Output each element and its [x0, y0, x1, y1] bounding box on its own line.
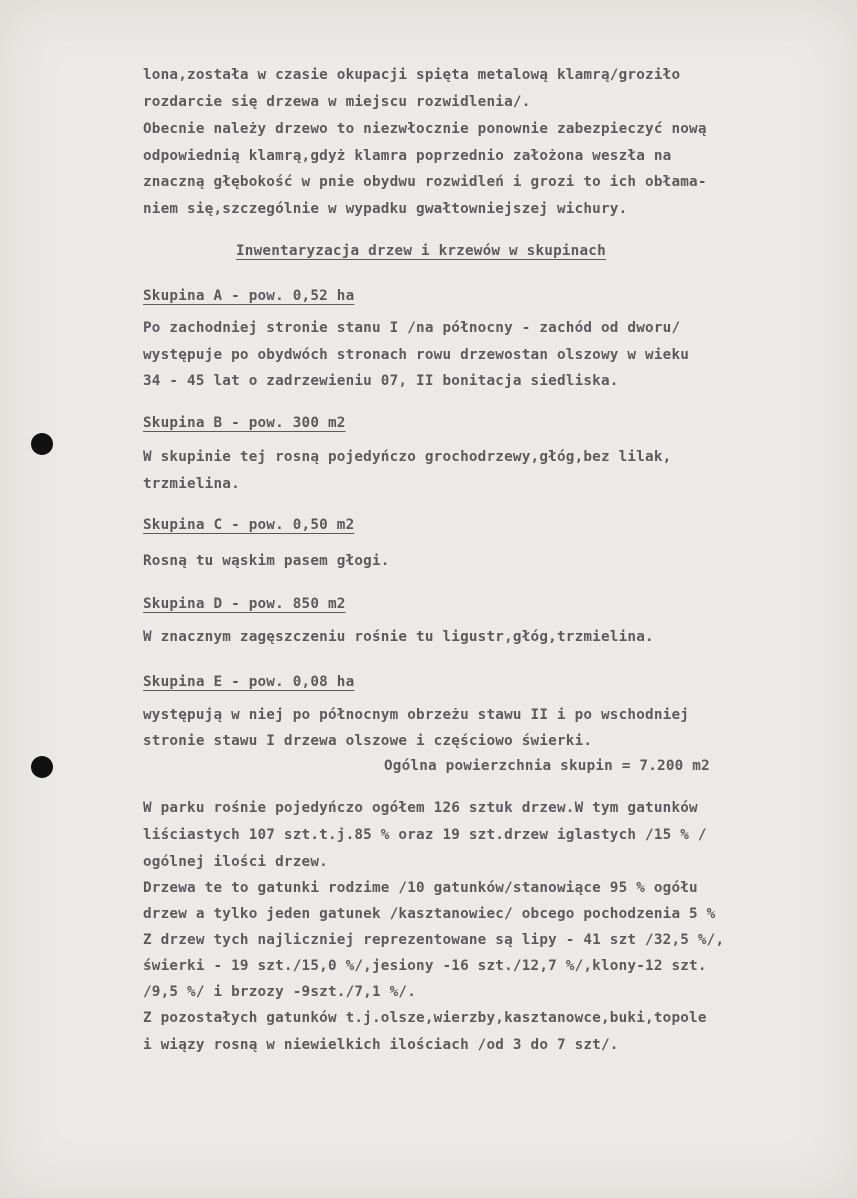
- group-c-title: Skupina C - pow. 0,50 m2: [143, 517, 355, 533]
- park-line: świerki - 19 szt./15,0 %/,jesiony -16 szt./12,7 %/,klony-12 szt.: [143, 958, 707, 974]
- park-line: /9,5 %/ i brzozy -9szt./7,1 %/.: [143, 984, 417, 1000]
- text-line: niem się,szczególnie w wypadku gwałtowniejszej wichury.: [143, 201, 628, 217]
- park-line: drzew a tylko jeden gatunek /kasztanowiec/ obcego pochodzenia 5 %: [143, 906, 716, 922]
- group-a-title: Skupina A - pow. 0,52 ha: [143, 288, 355, 304]
- punch-hole-bottom: [31, 756, 53, 778]
- park-line: liściastych 107 szt.t.j.85 % oraz 19 szt.drzew iglastych /15 % /: [143, 827, 707, 843]
- group-d-title: Skupina D - pow. 850 m2: [143, 596, 346, 612]
- section-title: Inwentaryzacja drzew i krzewów w skupinach: [236, 243, 606, 259]
- park-line: ogólnej ilości drzew.: [143, 854, 328, 870]
- text-line: Obecnie należy drzewo to niezwłocznie ponownie zabezpieczyć nową: [143, 121, 707, 137]
- group-e-line: stronie stawu I drzewa olszowe i częściowo świerki.: [143, 733, 593, 749]
- group-a-line: występuje po obydwóch stronach rowu drzewostan olszowy w wieku: [143, 347, 690, 363]
- text-line: znaczną głębokość w pnie obydwu rozwidleń i grozi to ich obłama-: [143, 174, 707, 190]
- group-a-line: Po zachodniej stronie stanu I /na północny - zachód od dworu/: [143, 320, 681, 336]
- total-area: Ogólna powierzchnia skupin = 7.200 m2: [384, 758, 710, 774]
- group-e-title: Skupina E - pow. 0,08 ha: [143, 674, 355, 690]
- group-b-line: W skupinie tej rosną pojedyńczo grochodrzewy,głóg,bez lilak,: [143, 449, 672, 465]
- group-d-line: W znacznym zagęszczeniu rośnie tu ligustr,głóg,trzmielina.: [143, 629, 654, 645]
- park-line: Z drzew tych najliczniej reprezentowane są lipy - 41 szt /32,5 %/,: [143, 932, 725, 948]
- punch-hole-top: [31, 433, 53, 455]
- group-a-line: 34 - 45 lat o zadrzewieniu 07, II bonitacja siedliska.: [143, 373, 619, 389]
- group-b-line: trzmielina.: [143, 476, 240, 492]
- park-line: i wiązy rosną w niewielkich ilościach /od 3 do 7 szt/.: [143, 1037, 619, 1053]
- text-line: rozdarcie się drzewa w miejscu rozwidlenia/.: [143, 94, 531, 110]
- text-line: odpowiednią klamrą,gdyż klamra poprzednio założona weszła na: [143, 148, 672, 164]
- park-line: W parku rośnie pojedyńczo ogółem 126 sztuk drzew.W tym gatunków: [143, 800, 698, 816]
- park-line: Z pozostałych gatunków t.j.olsze,wierzby,kasztanowce,buki,topole: [143, 1010, 707, 1026]
- group-e-line: występują w niej po północnym obrzeżu stawu II i po wschodniej: [143, 707, 690, 723]
- park-line: Drzewa te to gatunki rodzime /10 gatunków/stanowiące 95 % ogółu: [143, 880, 698, 896]
- text-line: lona,została w czasie okupacji spięta metalową klamrą/groziło: [143, 67, 681, 83]
- group-c-line: Rosną tu wąskim pasem głogi.: [143, 553, 390, 569]
- group-b-title: Skupina B - pow. 300 m2: [143, 415, 346, 431]
